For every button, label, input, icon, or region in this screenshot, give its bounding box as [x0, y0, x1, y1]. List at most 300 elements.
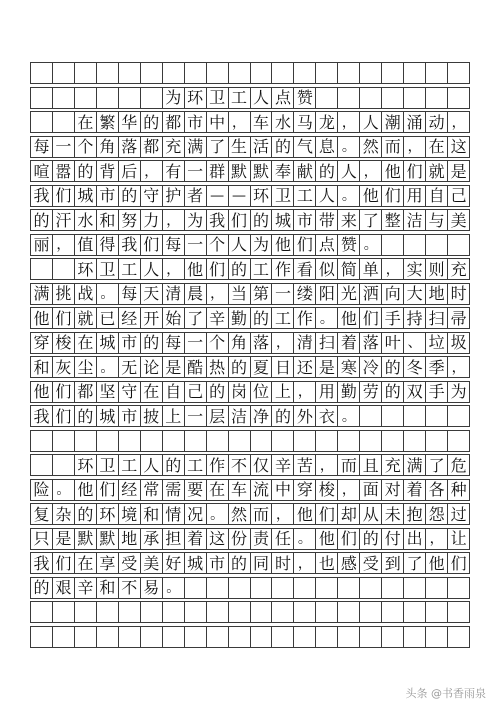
- grid-cell: 的: [382, 382, 404, 403]
- grid-cell: 的: [31, 578, 53, 599]
- grid-cell: [141, 431, 163, 452]
- grid-cell: [31, 88, 53, 109]
- grid-cell: [141, 627, 163, 648]
- grid-cell: 双: [404, 382, 426, 403]
- grid-cell: 净: [251, 406, 273, 427]
- grid-cell: 而: [382, 137, 404, 158]
- grid-cell: 穿: [31, 333, 53, 354]
- grid-cell: 城: [97, 406, 119, 427]
- grid-cell: [316, 627, 338, 648]
- grid-cell: 和: [31, 357, 53, 378]
- grid-cell: 守: [119, 382, 141, 403]
- grid-cell: ，: [316, 455, 338, 476]
- grid-cell: ，: [448, 112, 470, 133]
- grid-cell: [251, 63, 273, 84]
- grid-cell: 帚: [448, 308, 470, 329]
- grid-cell: 华: [119, 112, 141, 133]
- grid-cell: [119, 88, 141, 109]
- grid-cell: 况: [185, 504, 207, 525]
- grid-cell: [382, 578, 404, 599]
- grid-cell: 岗: [229, 382, 251, 403]
- grid-cell: 者: [185, 186, 207, 207]
- grid-row: [30, 601, 470, 623]
- grid-cell: 需: [163, 480, 185, 501]
- grid-cell: ，: [426, 529, 448, 550]
- grid-cell: 我: [207, 210, 229, 231]
- grid-cell: [294, 627, 316, 648]
- grid-cell: [360, 63, 382, 84]
- grid-cell: [31, 431, 53, 452]
- grid-cell: [31, 455, 53, 476]
- grid-row: [30, 209, 470, 231]
- grid-cell: [97, 88, 119, 109]
- grid-cell: 们: [53, 186, 75, 207]
- grid-cell: 市: [119, 333, 141, 354]
- grid-cell: [426, 431, 448, 452]
- grid-cell: 喧: [31, 161, 53, 182]
- grid-cell: 的: [382, 357, 404, 378]
- grid-cell: 环: [97, 504, 119, 525]
- grid-cell: [97, 63, 119, 84]
- grid-cell: [53, 88, 75, 109]
- grid-row: [30, 528, 470, 550]
- grid-cell: [338, 63, 360, 84]
- grid-cell: 生: [229, 137, 251, 158]
- grid-cell: 为: [448, 382, 470, 403]
- grid-cell: 劳: [360, 382, 382, 403]
- grid-cell: 地: [119, 529, 141, 550]
- grid-cell: [360, 431, 382, 452]
- grid-cell: 就: [75, 308, 97, 329]
- grid-cell: 他: [338, 308, 360, 329]
- grid-row: [30, 454, 470, 476]
- grid-cell: 卫: [272, 186, 294, 207]
- grid-cell: 每: [163, 235, 185, 256]
- grid-cell: [316, 88, 338, 109]
- grid-cell: 让: [448, 529, 470, 550]
- grid-cell: [53, 112, 75, 133]
- grid-cell: 勤: [338, 382, 360, 403]
- grid-cell: 。: [338, 186, 360, 207]
- grid-cell: —: [229, 186, 251, 207]
- grid-cell: 的: [75, 161, 97, 182]
- grid-cell: [338, 602, 360, 623]
- grid-cell: 的: [31, 210, 53, 231]
- grid-cell: 的: [75, 504, 97, 525]
- grid-cell: [185, 627, 207, 648]
- grid-cell: 责: [251, 529, 273, 550]
- grid-cell: 马: [294, 112, 316, 133]
- grid-cell: 流: [251, 480, 273, 501]
- grid-cell: [229, 627, 251, 648]
- grid-cell: 冷: [360, 357, 382, 378]
- grid-cell: 卫: [97, 455, 119, 476]
- grid-cell: 他: [360, 186, 382, 207]
- grid-cell: 冬: [404, 357, 426, 378]
- grid-cell: [272, 627, 294, 648]
- grid-row: [30, 479, 470, 501]
- grid-cell: 作: [294, 308, 316, 329]
- grid-cell: 辛: [207, 308, 229, 329]
- grid-cell: 大: [404, 284, 426, 305]
- grid-cell: [360, 406, 382, 427]
- grid-cell: [294, 431, 316, 452]
- grid-cell: 充: [163, 137, 185, 158]
- grid-cell: 了: [404, 553, 426, 574]
- grid-cell: 都: [163, 112, 185, 133]
- grid-row: [30, 356, 470, 378]
- grid-cell: 落: [360, 333, 382, 354]
- grid-cell: 从: [360, 504, 382, 525]
- grid-cell: 这: [207, 529, 229, 550]
- grid-cell: 夏: [251, 357, 273, 378]
- grid-row: [30, 111, 470, 133]
- grid-cell: 。: [338, 406, 360, 427]
- grid-cell: 带: [316, 210, 338, 231]
- grid-cell: 承: [141, 529, 163, 550]
- grid-cell: 我: [31, 186, 53, 207]
- grid-row: [30, 552, 470, 574]
- grid-cell: 。: [163, 578, 185, 599]
- grid-cell: [382, 431, 404, 452]
- grid-cell: 水: [272, 112, 294, 133]
- grid-cell: [31, 602, 53, 623]
- grid-cell: 且: [360, 455, 382, 476]
- grid-cell: 经: [119, 480, 141, 501]
- grid-cell: 在: [426, 137, 448, 158]
- grid-cell: 和: [141, 504, 163, 525]
- grid-cell: [426, 627, 448, 648]
- grid-cell: 扫: [316, 333, 338, 354]
- grid-cell: 似: [316, 259, 338, 280]
- grid-cell: 们: [338, 529, 360, 550]
- grid-cell: [338, 88, 360, 109]
- grid-cell: [404, 627, 426, 648]
- grid-cell: 是: [53, 529, 75, 550]
- grid-cell: 城: [97, 333, 119, 354]
- grid-cell: 市: [185, 112, 207, 133]
- grid-cell: [448, 602, 470, 623]
- grid-cell: 开: [141, 308, 163, 329]
- grid-cell: [272, 431, 294, 452]
- grid-cell: 们: [53, 308, 75, 329]
- grid-cell: 面: [360, 480, 382, 501]
- grid-cell: 们: [382, 186, 404, 207]
- grid-cell: 上: [163, 406, 185, 427]
- grid-cell: 而: [251, 504, 273, 525]
- grid-cell: 得: [97, 235, 119, 256]
- grid-cell: 个: [75, 137, 97, 158]
- grid-cell: 工: [119, 455, 141, 476]
- grid-cell: 们: [53, 406, 75, 427]
- grid-cell: 层: [207, 406, 229, 427]
- grid-cell: 简: [338, 259, 360, 280]
- grid-cell: [404, 406, 426, 427]
- grid-cell: 们: [229, 210, 251, 231]
- grid-cell: ，: [294, 382, 316, 403]
- grid-cell: [119, 431, 141, 452]
- grid-cell: 。: [53, 480, 75, 501]
- grid-cell: 水: [75, 210, 97, 231]
- grid-cell: ，: [448, 357, 470, 378]
- grid-cell: 阳: [316, 284, 338, 305]
- grid-cell: 潮: [382, 112, 404, 133]
- grid-cell: 工: [119, 259, 141, 280]
- grid-cell: 默: [75, 529, 97, 550]
- grid-cell: 了: [426, 455, 448, 476]
- grid-cell: 息: [316, 137, 338, 158]
- grid-cell: [338, 627, 360, 648]
- grid-cell: [31, 259, 53, 280]
- grid-cell: 险: [31, 480, 53, 501]
- grid-cell: [163, 627, 185, 648]
- grid-cell: 赞: [294, 88, 316, 109]
- grid-cell: 日: [272, 357, 294, 378]
- grid-cell: 他: [426, 553, 448, 574]
- grid-cell: 了: [360, 210, 382, 231]
- grid-cell: 龙: [316, 112, 338, 133]
- grid-cell: 和: [97, 578, 119, 599]
- grid-cell: 杂: [53, 504, 75, 525]
- grid-cell: [382, 235, 404, 256]
- grid-cell: 与: [426, 210, 448, 231]
- grid-cell: 们: [360, 308, 382, 329]
- grid-cell: [31, 112, 53, 133]
- grid-cell: [382, 63, 404, 84]
- grid-cell: 美: [141, 553, 163, 574]
- grid-cell: 辛: [272, 455, 294, 476]
- grid-cell: 经: [119, 308, 141, 329]
- grid-cell: [448, 406, 470, 427]
- grid-cell: ，: [360, 161, 382, 182]
- grid-cell: 的: [141, 333, 163, 354]
- grid-cell: [53, 63, 75, 84]
- grid-cell: 的: [119, 186, 141, 207]
- grid-cell: 热: [207, 357, 229, 378]
- grid-cell: [53, 455, 75, 476]
- grid-cell: 易: [141, 578, 163, 599]
- grid-cell: 还: [294, 357, 316, 378]
- grid-cell: 不: [119, 578, 141, 599]
- grid-cell: 的: [75, 406, 97, 427]
- grid-cell: 努: [119, 210, 141, 231]
- grid-cell: 作: [272, 259, 294, 280]
- grid-cell: 抱: [404, 504, 426, 525]
- grid-cell: 人: [229, 235, 251, 256]
- grid-cell: 无: [119, 357, 141, 378]
- grid-cell: 每: [119, 284, 141, 305]
- grid-cell: [360, 578, 382, 599]
- grid-cell: 种: [448, 480, 470, 501]
- grid-cell: 这: [448, 137, 470, 158]
- grid-cell: 穿: [294, 480, 316, 501]
- grid-cell: 落: [251, 333, 273, 354]
- grid-cell: 的: [163, 455, 185, 476]
- grid-cell: 手: [382, 308, 404, 329]
- grid-cell: ，: [294, 553, 316, 574]
- grid-row: [30, 307, 470, 329]
- grid-cell: 向: [382, 284, 404, 305]
- grid-row: [30, 258, 470, 280]
- grid-cell: 的: [229, 357, 251, 378]
- grid-row: [30, 381, 470, 403]
- grid-cell: 整: [382, 210, 404, 231]
- grid-cell: [294, 63, 316, 84]
- grid-cell: 只: [31, 529, 53, 550]
- grid-cell: 作: [207, 455, 229, 476]
- grid-row: [30, 234, 470, 256]
- grid-cell: [294, 578, 316, 599]
- grid-cell: 地: [426, 284, 448, 305]
- grid-cell: [53, 602, 75, 623]
- grid-cell: [426, 235, 448, 256]
- grid-cell: 市: [207, 553, 229, 574]
- grid-cell: 我: [31, 553, 53, 574]
- grid-cell: 们: [316, 504, 338, 525]
- grid-cell: 的: [141, 112, 163, 133]
- grid-cell: 默: [251, 161, 273, 182]
- grid-cell: 护: [163, 186, 185, 207]
- grid-cell: 的: [207, 382, 229, 403]
- grid-row: [30, 160, 470, 182]
- grid-cell: 酷: [185, 357, 207, 378]
- grid-cell: 满: [31, 284, 53, 305]
- grid-cell: 好: [163, 553, 185, 574]
- grid-cell: ，: [53, 235, 75, 256]
- grid-cell: 挑: [53, 284, 75, 305]
- grid-cell: 则: [426, 259, 448, 280]
- grid-cell: [338, 578, 360, 599]
- grid-cell: 辛: [75, 578, 97, 599]
- grid-cell: —: [207, 186, 229, 207]
- grid-cell: 。: [338, 137, 360, 158]
- grid-cell: [185, 63, 207, 84]
- grid-cell: [448, 431, 470, 452]
- grid-cell: [404, 431, 426, 452]
- grid-cell: 角: [229, 333, 251, 354]
- grid-cell: 着: [338, 333, 360, 354]
- grid-cell: 位: [251, 382, 273, 403]
- grid-cell: 在: [75, 553, 97, 574]
- grid-cell: [426, 602, 448, 623]
- grid-cell: 环: [75, 259, 97, 280]
- grid-cell: 的: [251, 308, 273, 329]
- grid-cell: 仅: [251, 455, 273, 476]
- grid-cell: 到: [382, 553, 404, 574]
- grid-cell: 都: [75, 382, 97, 403]
- grid-cell: 用: [404, 186, 426, 207]
- grid-cell: 时: [272, 553, 294, 574]
- grid-cell: 勤: [229, 308, 251, 329]
- grid-cell: 。: [316, 308, 338, 329]
- grid-cell: 了: [185, 308, 207, 329]
- grid-cell: 一: [53, 137, 75, 158]
- grid-cell: 了: [207, 137, 229, 158]
- grid-cell: ，: [141, 161, 163, 182]
- grid-cell: 境: [119, 504, 141, 525]
- grid-cell: [382, 88, 404, 109]
- grid-cell: 献: [294, 161, 316, 182]
- grid-row: [30, 62, 470, 84]
- grid-cell: [251, 578, 273, 599]
- grid-cell: 角: [97, 137, 119, 158]
- grid-cell: 手: [426, 382, 448, 403]
- grid-cell: [316, 63, 338, 84]
- grid-cell: 人: [141, 455, 163, 476]
- grid-cell: 值: [75, 235, 97, 256]
- grid-cell: [251, 602, 273, 623]
- grid-cell: ，: [382, 259, 404, 280]
- grid-cell: 自: [163, 382, 185, 403]
- grid-cell: [404, 602, 426, 623]
- grid-cell: [229, 602, 251, 623]
- grid-cell: 就: [426, 161, 448, 182]
- grid-cell: [426, 63, 448, 84]
- grid-cell: [97, 627, 119, 648]
- grid-cell: [207, 431, 229, 452]
- grid-cell: [163, 602, 185, 623]
- grid-cell: 洒: [360, 284, 382, 305]
- grid-cell: [272, 602, 294, 623]
- grid-cell: [404, 578, 426, 599]
- grid-cell: 他: [75, 480, 97, 501]
- grid-cell: 论: [141, 357, 163, 378]
- grid-cell: 为: [251, 235, 273, 256]
- grid-cell: [229, 578, 251, 599]
- grid-cell: [53, 627, 75, 648]
- grid-cell: 嚣: [53, 161, 75, 182]
- grid-cell: [185, 602, 207, 623]
- grid-cell: 。: [207, 504, 229, 525]
- grid-cell: [75, 431, 97, 452]
- grid-cell: 动: [426, 112, 448, 133]
- grid-cell: 繁: [97, 112, 119, 133]
- grid-cell: 车: [251, 112, 273, 133]
- grid-cell: 汗: [53, 210, 75, 231]
- grid-cell: 和: [97, 210, 119, 231]
- grid-cell: [53, 259, 75, 280]
- grid-cell: 叶: [382, 333, 404, 354]
- grid-cell: 他: [272, 235, 294, 256]
- grid-cell: 车: [229, 480, 251, 501]
- grid-cell: 们: [97, 480, 119, 501]
- grid-cell: 垃: [426, 333, 448, 354]
- grid-cell: 己: [185, 382, 207, 403]
- grid-cell: 时: [448, 284, 470, 305]
- grid-cell: 市: [97, 186, 119, 207]
- grid-cell: 有: [163, 161, 185, 182]
- grid-cell: 城: [272, 210, 294, 231]
- grid-cell: 持: [404, 308, 426, 329]
- grid-cell: 不: [229, 455, 251, 476]
- grid-cell: 梭: [53, 333, 75, 354]
- grid-cell: [119, 63, 141, 84]
- grid-cell: 来: [338, 210, 360, 231]
- grid-cell: 的: [272, 137, 294, 158]
- grid-cell: 。: [97, 357, 119, 378]
- grid-cell: 们: [53, 553, 75, 574]
- grid-cell: [207, 602, 229, 623]
- grid-cell: 然: [360, 137, 382, 158]
- grid-cell: 我: [119, 235, 141, 256]
- grid-cell: [382, 602, 404, 623]
- grid-cell: 坚: [97, 382, 119, 403]
- grid-cell: 卫: [207, 88, 229, 109]
- grid-cell: 人: [338, 161, 360, 182]
- grid-cell: ，: [163, 210, 185, 231]
- grid-cell: 美: [448, 210, 470, 231]
- grid-cell: 对: [382, 480, 404, 501]
